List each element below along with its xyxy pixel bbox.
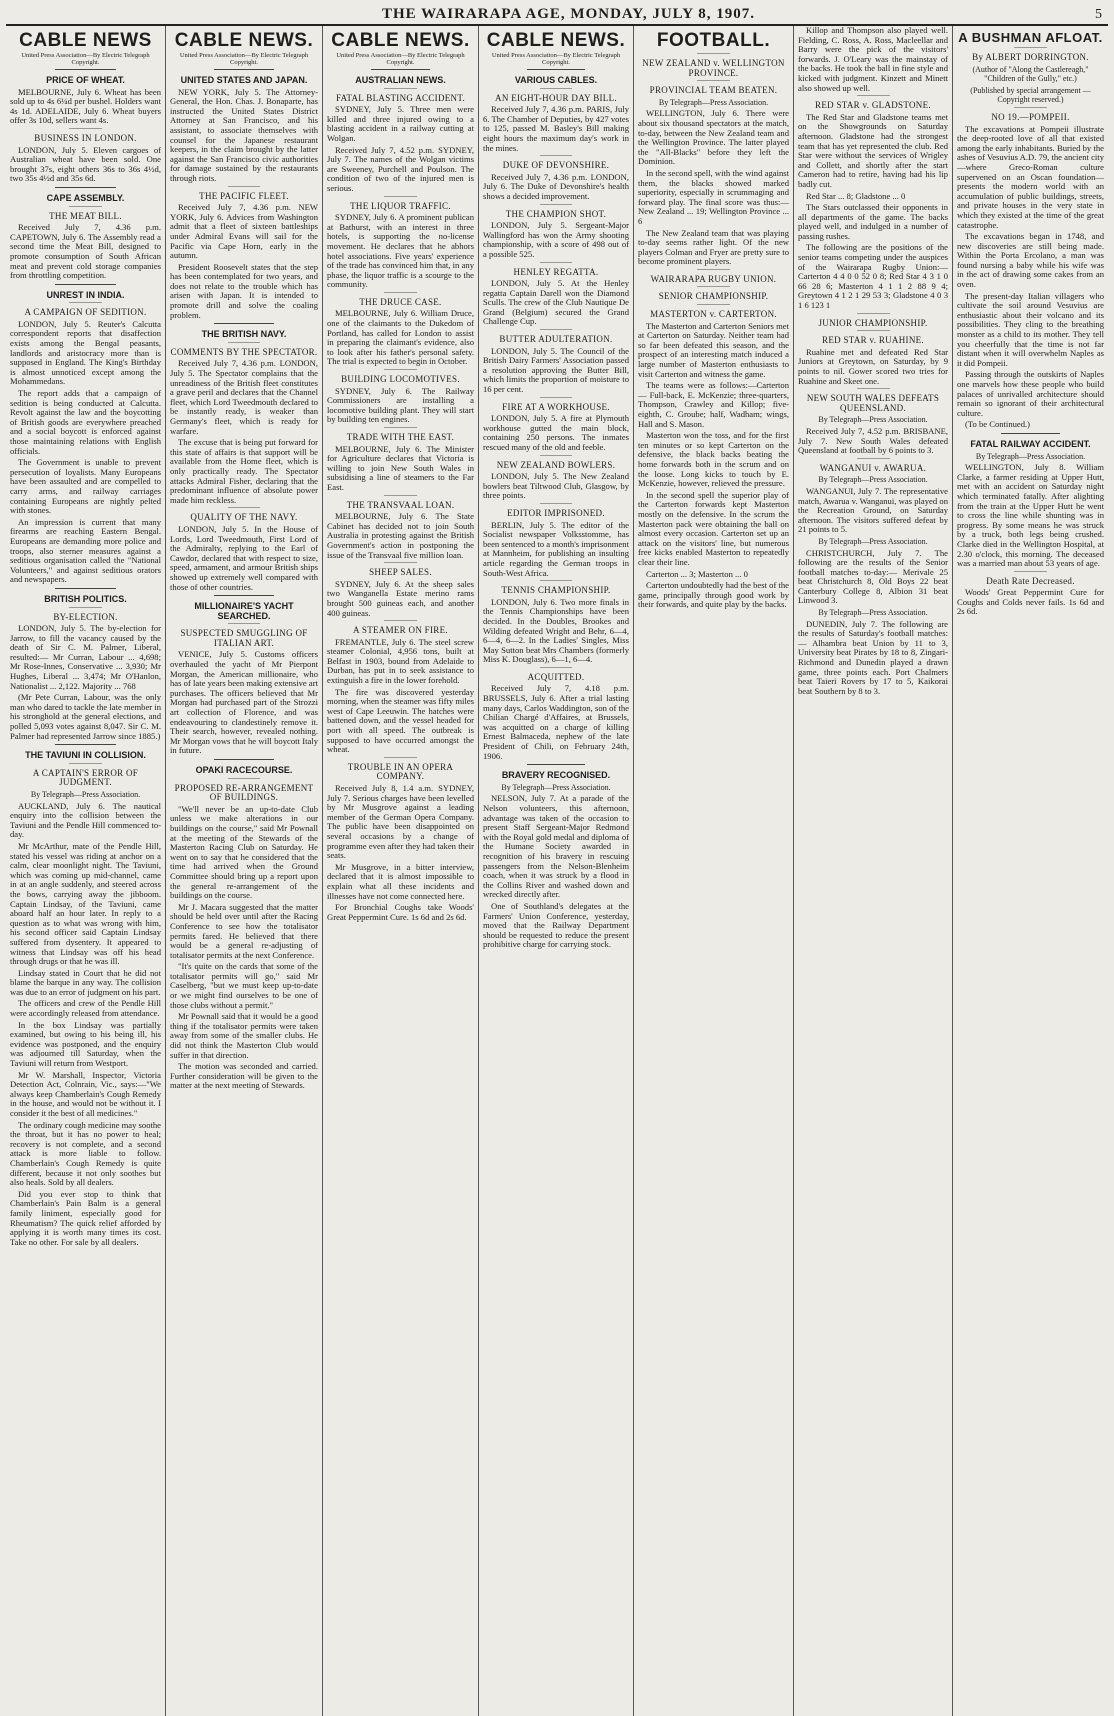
- article-paragraph: LONDON, July 5. At the Henley regatta Captain Darell won the Diamond Sculls. The crew of the Club Nautique De Grand (Belgium) secured the Grand Challenge Cup.: [483, 278, 629, 327]
- story-rule: [697, 269, 730, 270]
- section-rule: [371, 69, 430, 70]
- story-headline: BUTTER ADULTERATION.: [499, 334, 613, 345]
- article-paragraph: Received July 7, 4.36 p.m. PARIS, July 6. The Chamber of Deputies, by 427 votes to 125, passed M. Basley's Bill making eight hours the maximum day's work in the mines.: [483, 104, 629, 153]
- article-paragraph: MELBOURNE, July 6. The Minister for Agriculture declares that Victoria is willing to join New South Wales in subsidising a line of steamers to the Far East.: [327, 443, 474, 492]
- story-headline: A STEAMER ON FIRE.: [353, 625, 448, 636]
- article-paragraph: SYDNEY, July 6. At the sheep sales two Wanganella Estate merino rams brought 500 guineas each, and another 400 guineas.: [327, 578, 474, 618]
- article-paragraph: MELBOURNE, July 6. William Druce, one of the claimants to the Dukedom of Portland, has called for London to assist in preparing the claimant's evidence, also to look after his father's personal safety. The trial is expected to begin in October.: [327, 308, 474, 367]
- story-headline: BY-ELECTION.: [53, 611, 118, 622]
- section-heading: UNREST IN INDIA.: [46, 289, 125, 300]
- article-paragraph: MELBOURNE, July 6. The State Cabinet has decided not to join South Australia in protesting against the British Government's action in postponing the issue of the Transvaal five million loan.: [327, 511, 474, 560]
- article-paragraph: Received July 7, 4.18 p.m. BRUSSELS, July 6. After a trial lasting many days, Carlos Waddington, son of the Chilian Chargé d'Affaires, at Brussels, was acquitted on a charge of killing Ernest Balmaceda, nephew of the late President of Chili, on February 24th, 1906.: [483, 683, 629, 761]
- article-paragraph: Received July 7, 4.36 p.m. NEW YORK, July 6. Advices from Washington admit that a fleet of sixteen battleships under Admiral Evans will sail for the Pacific via Cape Horn, early in the autumn.: [170, 202, 318, 261]
- story-rule: [540, 397, 572, 398]
- article-paragraph: The motion was seconded and carried. Further consideration will be given to the matter at the next meeting of Stewards.: [170, 1061, 318, 1091]
- column-4: [479, 26, 634, 1716]
- article-paragraph: The New Zealand team that was playing to-day seems rather light. Of the new players Colman and Fryer are pretty sure to become prominent players.: [638, 227, 789, 267]
- column-heading: FOOTBALL.: [656, 30, 771, 51]
- article-paragraph: VENICE, July 5. Customs officers overhauled the yacht of Mr Pierpont Morgan, the American millionaire, who has of late years been making extensive art purchases. The officers believed that Mr Morgan had purchased part of the Strozzi art collection of Florence, and was endeavouring to clandestinely remove it. Their search, however, revealed nothing. Mr Morgan vows that he will boycott Italy in future.: [170, 649, 318, 756]
- story-headline: RED STAR v. RUAHINE.: [822, 335, 924, 346]
- story-headline: COMMENTS BY THE SPECTATOR.: [170, 346, 318, 357]
- dateline: By Telegraph—Press Association.: [975, 451, 1086, 461]
- article-paragraph: In the second spell, with the wind against them, the blacks showed marked superiority, especially in scrummaging and forward play. The final score was thus:— New Zealand ... 19; Wellington Province ... 6: [638, 167, 789, 226]
- dateline: By Telegraph—Press Association.: [818, 536, 928, 546]
- article-paragraph: WANGANUI, July 7. The representative match, Awarua v. Wanganui, was played on the Recreation Ground, on Saturday afternoon. The visitors suffered defeat by 21 points to 5.: [798, 485, 948, 535]
- section-rule: [55, 744, 115, 745]
- column-6: [794, 26, 953, 1716]
- story-headline: AN EIGHT-HOUR DAY BILL.: [495, 92, 617, 103]
- story-headline: PROVINCIAL TEAM BEATEN.: [649, 85, 778, 96]
- article-paragraph: NEW YORK, July 5. The Attorney-General, the Hon. Chas. J. Bonaparte, has instructed the United States District Attorney at San Francisco, and his assistant, to associate themselves with counsel for the Japanese restaurant keepers, in the claim brought by the latter against the San Francisco civic authorities for damage sustained by the restaurants through riots.: [170, 86, 318, 183]
- story-headline: EDITOR IMPRISONED.: [507, 507, 605, 518]
- story-rule: [857, 458, 890, 459]
- article-paragraph: FREMANTLE, July 6. The steel screw steamer Colonial, 4,956 tons, built at Belfast in 1903, bound from Adelaide to Durban, has put in to seek assistance to extinguish a fire in the lower forehold.: [327, 636, 474, 686]
- article-paragraph: The following are the positions of the senior teams competing under the auspices of the Wairarapa Rugby Union:— Carterton 4 4 0 0 52 0 8; Red Star 4 3 1 0 66 28 6; Masterton 4 1 1 2 88 9 4; Greytown 4 1 2 1 29 53 3; Gladstone 4 0 3 1 6 123 1: [798, 242, 948, 311]
- article-paragraph: Mr Musgrove, in a bitter interview, declared that it is almost impossible to explain what all these incidents and illnesses have not come connected here.: [327, 861, 474, 901]
- story-rule: [697, 53, 730, 54]
- story-headline: SHEEP SALES.: [369, 567, 432, 578]
- story-rule: [384, 562, 416, 563]
- story-rule: [697, 80, 730, 81]
- masthead-title: THE WAIRARAPA AGE, MONDAY, JULY 8, 1907.: [381, 6, 756, 22]
- section-heading: BRAVERY RECOGNISED.: [501, 770, 611, 781]
- story-headline: ACQUITTED.: [527, 671, 585, 682]
- article-paragraph: "We'll never be an up-to-date Club unless we make alterations in our buildings on the course," said Mr Pownall at the meeting of the Stewards of the Masterton Racing Club on Saturday. He went on to say that he considered that the time had arrived when the Ground Committee should bring up a report upon the general re-arrangement of the buildings on the course.: [170, 803, 318, 901]
- story-headline: NO 19.—POMPEII.: [991, 111, 1070, 122]
- story-rule: [228, 186, 261, 187]
- column-5: [634, 26, 794, 1716]
- story-headline: THE CHAMPION SHOT.: [505, 208, 607, 219]
- article-paragraph: Mr McArthur, mate of the Pendle Hill, stated his vessel was riding at anchor on a calm, clear moonlight night. The Taviuni, which was coming up mid-channel, came in at an angle suddenly, and steered across the bows, carrying away the jibboom. Captain Lindsay, of the Taviuni, came aboard half an hour later. In reply to a question as to what was wrong with him, his second officer said Captain Lindsay suffered from dysentery. It appeared to witness that Lindsay was off his head through drugs or that he was ill.: [10, 840, 161, 967]
- section-heading: BRITISH POLITICS.: [44, 593, 127, 604]
- story-headline: WAIRARAPA RUGBY UNION.: [650, 273, 777, 284]
- story-rule: [228, 623, 261, 624]
- story-headline: Death Rate Decreased.: [986, 575, 1075, 586]
- story-rule: [69, 128, 102, 129]
- story-rule: [1014, 571, 1046, 572]
- article-paragraph: President Roosevelt states that the step has been contemplated for two years, and does not relate to the trouble which has arisen with Japan. It is intended to promote drill and solve the coaling problem.: [170, 261, 318, 320]
- story-headline: THE DRUCE CASE.: [359, 296, 442, 307]
- article-paragraph: Lindsay stated in Court that he did not blame the barque in any way. The collision was due to an error of judgment on his part.: [10, 967, 161, 997]
- story-rule: [540, 155, 572, 156]
- column-2: [166, 26, 323, 1716]
- column-7: [953, 26, 1108, 1716]
- story-rule: [857, 330, 890, 331]
- article-paragraph: Ruahine met and defeated Red Star Juniors at Greytown, on Saturday, by 9 points to nil. Gower scored two tries for Ruahine and Skeet one.: [798, 346, 948, 386]
- article-paragraph: (Mr Pete Curran, Labour, was the only man who dared to tackle the late member in his stronghold at the general elections, and polled 5,093 votes against 8,047. Sir C. M. Palmer had represented Jarrow since 1885.): [10, 692, 161, 741]
- article-paragraph: LONDON, July 5. A fire at Plymouth workhouse gutted the main block, containing 250 persons. The inmates rescued many of the old and feeble.: [483, 413, 629, 452]
- dateline: (Published by special arrangement —Copyright reserved.): [970, 85, 1091, 105]
- story-rule: [697, 304, 730, 305]
- press-credit: United Press Association—By Electric Telegraph Copyright.: [336, 52, 465, 66]
- section-rule: [55, 588, 115, 589]
- article-paragraph: LONDON, July 5. In the House of Lords, Lord Tweedmouth, First Lord of the Admiralty, replying to the Earl of Cawdor, declared that with respect to size, speed, armament, and armour British ships showed up extremely well compared with those of other countries.: [170, 523, 318, 592]
- article-paragraph: The teams were as follows:—Carterton— Full-back, E. McKenzie; three-quarters, Thompson, Crawley and Killop; five-eighth, C. Groube; half, Wadham; wings, Hall and S. Mason.: [638, 380, 789, 429]
- section-rule: [214, 759, 273, 760]
- article-paragraph: Woods' Great Peppermint Cure for Coughs and Colds never fails. 1s 6d and 2s 6d.: [957, 587, 1104, 617]
- article-paragraph: In the box Lindsay was partially examined, but owing to his being ill, his evidence was postponed, and the enquiry was adjourned till Saturday, when the Taviuni will return from Westport.: [10, 1019, 161, 1069]
- story-rule: [540, 667, 572, 668]
- article-paragraph: DUNEDIN, July 7. The following are the results of Saturday's football matches:— Alhambra beat Union by 11 to 3, University beat Pirates by 18 to 8, Zingari-Richmond and Dunedin played a drawn game, three points each. Port Chalmers beat Taieri Rovers by 17 to 5, Kaikorai beat Southern by 8 to 3.: [798, 618, 948, 696]
- story-rule: [540, 204, 572, 205]
- article-paragraph: AUCKLAND, July 6. The nautical enquiry into the collision between the Taviuni and the Pendle Hill commenced to-day.: [10, 800, 161, 840]
- section-rule: [214, 323, 273, 324]
- article-paragraph: The fire was discovered yesterday morning, when the steamer was fifty miles west of Cape Leeuwin. The hatches were battened down, and the vessel headed for port with all speed. The outbreak is supposed to have occurred amongst the wheat.: [327, 686, 474, 755]
- article-paragraph: Received July 7, 4.36 p.m. CAPETOWN, July 6. The Assembly read a second time the Meat Bill, designed to promote consumption of South African meat and prevent cold storage companies from throttling competition.: [10, 222, 161, 281]
- article-paragraph: The Masterton and Carterton Seniors met at Carterton on Saturday. Neither team had so far been defeated this season, and the prospect of an interesting match induced a large number of Masterton enthusiasts to visit Carterton and witness the game.: [638, 320, 789, 379]
- section-rule: [1001, 433, 1060, 434]
- article-paragraph: The officers and crew of the Pendle Hill were accordingly released from attendance.: [10, 998, 161, 1019]
- story-rule: [384, 495, 416, 496]
- press-credit: United Press Association—By Electric Telegraph Copyright.: [21, 52, 150, 66]
- story-rule: [697, 286, 730, 287]
- story-rule: [540, 88, 572, 89]
- column-heading: CABLE NEWS: [19, 30, 152, 51]
- section-heading: THE BRITISH NAVY.: [201, 329, 287, 340]
- dateline: By Telegraph—Press Association.: [30, 790, 141, 799]
- article-paragraph: LONDON, July 5. The by-election for Jarrow, to fill the vacancy caused by the death of Sir C. M. Palmer, Liberal, resulted:— Mr Curran, Labour ... 4,698; Mr Rose-Innes, Conservative ... 3,930; Mr Hughes, Liberal ... 3,474; Mr O'Hanlon, Nationalist ... 2,122. Majority ... 768: [10, 623, 161, 691]
- article-paragraph: SYDNEY, July 5. Three men were killed and three injured owing to a blasting accident in a railway cutting at Wolgan.: [327, 104, 474, 143]
- story-rule: [540, 262, 572, 263]
- section-rule: [55, 187, 115, 188]
- dateline: (Author of "Along the Castlereagh," "Children of the Gully," etc.): [972, 64, 1089, 84]
- press-credit: United Press Association—By Electric Telegraph Copyright.: [491, 52, 621, 66]
- story-headline: NEW SOUTH WALES DEFEATS QUEENSLAND.: [806, 393, 940, 413]
- article-paragraph: Carterton undoubtedly had the best of the game, principally through good work by their forwards, and quite play by the backs.: [638, 580, 789, 610]
- article-paragraph: The present-day Italian villagers who cultivate the soil around Vesuvius are enthusiastic about their volcano and its possibilities. They cling to the breathing monster as a child to its mother. They tell you cheerfully that the time is not far distant when it will overwhelm Naples as it did Pompeii.: [957, 290, 1104, 368]
- article-paragraph: The report adds that a campaign of sedition is being conducted at Calcutta. Revolt against the law and the boycotting of British goods are everywhere preached and a social boycott is enforced against those maintaining relations with English officials.: [10, 388, 161, 456]
- story-rule: [384, 427, 416, 428]
- article-paragraph: LONDON, July 5. Sergeant-Major Wallingford has won the Army shooting championship, with a score of 498 out of a possible 525.: [483, 220, 629, 259]
- story-headline: QUALITY OF THE NAVY.: [190, 512, 298, 523]
- article-paragraph: Mr W. Marshall, Inspector, Victoria Detection Act, Colnrain, Vic., says:—"We always keep Chamberlain's Cough Remedy in the house, and would not be without it. I consider it the best of all medicines.": [10, 1069, 161, 1118]
- article-paragraph: Mr J. Macara suggested that the matter should be held over until after the Racing Conference to see how the totalisator permits fared. He believed that there would be a general re-adjusting of totalisator permits at the next Conference.: [170, 901, 318, 960]
- section-rule: [214, 595, 273, 596]
- story-headline: TRADE WITH THE EAST.: [346, 432, 455, 442]
- story-headline: NEW ZEALAND BOWLERS.: [496, 459, 616, 470]
- section-heading: OPAKI RACECOURSE.: [195, 765, 293, 775]
- article-paragraph: Mr Pownall said that it would be a good thing if the totalisator permits were taken away from some of the smaller clubs. He did not think the Masterton Club would suffer in that direction.: [170, 1011, 318, 1060]
- article-paragraph: An impression is current that many firearms are reaching Eastern Bengal. Europeans are demanding more police and troops, also sterner measures against a seditious organisation called the "National Volunteers," and against seditious orators and newspapers.: [10, 516, 161, 585]
- story-rule: [384, 757, 416, 758]
- story-rule: [1014, 107, 1046, 108]
- section-heading: CAPE ASSEMBLY.: [46, 192, 125, 203]
- article-paragraph: Killop and Thompson also played well. Fielding, C. Ross, A. Ross, Macleellar and Barry were the pick of the visitors' forwards. J. O'Leary was the mainstay of the backs. He took the ball in fine style and kicked with judgment. Kinzett and Minett also showed up well.: [798, 26, 948, 93]
- article-paragraph: One of Southland's delegates at the Farmers' Union Conference, yesterday, moved that the Railway Department should be requested to reduce the present prohibitive charge for carrying stock.: [483, 900, 629, 950]
- section-heading: PRICE OF WHEAT.: [46, 75, 125, 85]
- column-heading: CABLE NEWS.: [486, 30, 626, 51]
- story-headline: SENIOR CHAMPIONSHIP.: [658, 291, 769, 302]
- article-paragraph: SYDNEY, July 6. The Railway Commissioners are installing a locomotive building plant. They will start by building ten engines.: [327, 385, 474, 425]
- press-credit: United Press Association—By Electric Telegraph Copyright.: [179, 52, 309, 66]
- dateline: By Telegraph—Press Association.: [658, 97, 769, 107]
- article-paragraph: BERLIN, July 5. The editor of the Socialist newspaper Volksstomme, has been sentenced to a month's imprisonment at Mannheim, for publishing an insulting article regarding the German troops in South-West Africa.: [483, 519, 629, 578]
- story-headline: A CAPTAIN'S ERROR OF JUDGMENT.: [32, 767, 139, 788]
- story-headline: JUNIOR CHAMPIONSHIP.: [818, 317, 928, 328]
- section-heading: AUSTRALIAN NEWS.: [355, 75, 446, 85]
- story-headline: A CAMPAIGN OF SEDITION.: [24, 307, 147, 318]
- story-headline: BUILDING LOCOMOTIVES.: [341, 374, 460, 385]
- column-heading: CABLE NEWS.: [174, 30, 314, 51]
- story-headline: THE PACIFIC FLEET.: [199, 190, 289, 201]
- article-paragraph: Received July 7, 4.52 p.m. SYDNEY, July 7. The names of the Wolgan victims are Sweeney, Purchell and Poulson. The condition of two of the injured men is serious.: [327, 144, 474, 193]
- story-headline: RED STAR v. GLADSTONE.: [815, 100, 931, 111]
- story-rule: [69, 302, 102, 303]
- dateline: By Telegraph—Press Association.: [818, 608, 928, 618]
- story-headline: THE LIQUOR TRAFFIC.: [350, 200, 451, 211]
- column-3: [323, 26, 479, 1716]
- story-rule: [857, 388, 890, 389]
- story-headline: DUKE OF DEVONSHIRE.: [502, 160, 610, 171]
- story-headline: TENNIS CHAMPIONSHIP.: [501, 585, 611, 596]
- section-rule: [527, 764, 585, 765]
- column-heading: CABLE NEWS.: [331, 30, 470, 51]
- article-paragraph: Received July 7, 4.36 p.m. LONDON, July 5. The Spectator complains that the unreadiness of the British fleet constitutes a grave peril and declares that the Channel fleet, which Lord Tweedmouth declared to be instantly ready, is weaker than Germany's fleet, which is ready for warfare.: [170, 358, 318, 436]
- story-headline: TROUBLE IN AN OPERA COMPANY.: [347, 761, 454, 782]
- section-heading: VARIOUS CABLES.: [514, 75, 598, 85]
- article-paragraph: In the second spell the superior play of the Carterton forwards kept Masterton mostly on the defensive. In the scrum the Masterton pack were obtaining the ball on almost every occasion. Carterton set up an attack on the visitors' line, but numerous free kicks enabled Masterton to repeatedly clear their line.: [638, 489, 789, 567]
- story-headline: NEW ZEALAND v. WELLINGTON PROVINCE.: [642, 58, 785, 78]
- story-headline: WANGANUI v. AWARUA.: [819, 462, 927, 473]
- article-paragraph: Masterton won the toss, and for the first ten minutes or so kept Carterton on the defensive, the black backs beating the home forwards both in the scrum and on the loose. Long kicks to touch by E. McKenzie, however, relieved the pressure.: [638, 430, 789, 489]
- article-paragraph: The ordinary cough medicine may soothe the throat, but it has no power to heal; recovery is not complete, and a second attack is more liable to follow. Chamberlain's Cough Remedy is quite different, because it not only soothes but also heals. Sold by all dealers.: [10, 1119, 161, 1188]
- article-paragraph: Received July 7, 4.36 p.m. LONDON, July 6. The Duke of Devonshire's health shows a decided improvement.: [483, 171, 629, 201]
- article-paragraph: MELBOURNE, July 6. Wheat has been sold up to 4s 6¼d per bushel. Holders want 4s 1d. ADELAIDE, July 6. Wheat buyers offer 3s 10d, sellers want 4s.: [10, 86, 161, 126]
- article-paragraph: The excavations at Pompeii illustrate the deep-rooted love of all that existed among the early inhabitants. Buried by the ashes of Vesuvius A.D. 79, the ancient city—where Greco-Roman culture supervened on an Oscan foundation—presents the modern world with an accumulation of public buildings, streets, and private houses in the very state in which they existed at the time of the great catastrophe.: [957, 123, 1104, 230]
- article-paragraph: LONDON, July 5. Reuter's Calcutta correspondent reports that disaffection exists among the Bengal peasants, landlords and aristocracy more than is supposed in England. The King's Birthday is almost unnoticed except among the Mohammedans.: [10, 318, 161, 387]
- columns-container: [6, 26, 1108, 1716]
- story-rule: [69, 763, 102, 764]
- article-paragraph: Received July 7, 4.52 p.m. BRISBANE, July 7. New South Wales defeated Queensland at football by 6 points to 3.: [798, 425, 948, 456]
- story-rule: [540, 329, 572, 330]
- story-headline: SUSPECTED SMUGGLING OF ITALIAN ART.: [180, 628, 308, 648]
- story-headline: FATAL BLASTING ACCIDENT.: [335, 92, 466, 103]
- section-rule: [214, 69, 273, 70]
- page-number: 5: [1095, 7, 1102, 22]
- article-paragraph: CHRISTCHURCH, July 7. The following are the results of the Senior football matches to-day:— Merivale 25 beat Christchurch 8, Old Boys 22 beat Canterbury College 8, Albion 31 beat Linwood 3.: [798, 547, 948, 606]
- article-paragraph: The excuse that is being put forward for this state of affairs is that support will be available from the Home fleet, which is only practically ready. The Spectator attacks Admiral Fisher, declaring that the predominant influence of absolute power made him reckless.: [170, 437, 318, 505]
- article-paragraph: LONDON, July 6. Two more finals in the Tennis Championships have been decided. In the Doubles, Brookes and Wilding defeated Wright and Behr, 6—4, 6—4, 6—2. In the Ladies' Singles, Miss May Sutton beat Mrs Chambers (formerly Miss K. Douglass), 6—1, 6—4.: [483, 596, 629, 665]
- story-headline: By ALBERT DORRINGTON.: [972, 52, 1089, 62]
- article-paragraph: "It's quite on the cards that some of the totalisator permits will go," said Mr Caselberg, "but we must keep up-to-date or we might find ourselves to be one of those clubs without a permit.": [170, 961, 318, 1010]
- article-paragraph: The Government is unable to prevent persecution of loyalists. Many Europeans have been assaulted and are compelled to carry arms, and railway carriages containing Europeans are nightly pelted with stones.: [10, 457, 161, 516]
- story-rule: [540, 580, 572, 581]
- article-paragraph: The Stars outclassed their opponents in all departments of the game. The backs played well, and indulged in a number of passing rushes.: [798, 202, 948, 241]
- section-rule: [527, 69, 585, 70]
- article-paragraph: Received July 8, 1.4 a.m. SYDNEY, July 7. Serious charges have been levelled by Mr Musgrove against a leading member of the German Opera Company. The public have been disappointed on several occasions by a change of programme even after they had taken their seats.: [327, 783, 474, 861]
- story-rule: [384, 88, 416, 89]
- article-paragraph: Passing through the outskirts of Naples one marvels how these people who build palaces of unrivalled architecture should remain so ignorant of their architectural culture.: [957, 369, 1104, 418]
- dateline: By Telegraph—Press Association.: [501, 782, 611, 792]
- article-paragraph: NELSON, July 7. At a parade of the Nelson volunteers, this afternoon, advantage was taken of the occasion to present Staff Sergeant-Major Redmond with the Royal gold medal and diploma of the Humane Society awarded in recognition of his bravery in rescuing passengers from the Nelson-Blenheim coach, when it was struck by a flood in the Collins River and washed down and wrecked directly after.: [483, 793, 629, 900]
- article-paragraph: WELLINGTON, July 6. There were about six thousand spectators at the match, to-day, between the New Zealand team and the Wellington Province. The latter played the "All-Blacks" before they left the Dominion.: [638, 108, 789, 167]
- story-headline: THE TRANSVAAL LOAN.: [346, 499, 455, 510]
- story-rule: [1014, 47, 1046, 48]
- story-headline: THE MEAT BILL.: [49, 210, 122, 221]
- section-rule: [55, 284, 115, 285]
- section-rule: [55, 69, 115, 70]
- article-paragraph: LONDON, July 5. The Council of the British Dairy Farmers' Association passed a resolution approving the Butter Bill, which limits the proportion of moisture to 16 per cent.: [483, 345, 629, 395]
- story-rule: [857, 313, 890, 314]
- article-paragraph: WELLINGTON, July 8. William Clarke, a farmer residing at Upper Hutt, met with an accident on Saturday night which terminated fatally. After alighting from the train at the Upper Hutt he went to cross the line while shunting was in progress. By some means he was struck by a truck, both legs being crushed. Clarke died in the Wellington Hospital, at 2.30 o'clock, this morning. The deceased was a married man about 53 years of age.: [957, 462, 1104, 569]
- column-heading: A BUSHMAN AFLOAT.: [958, 30, 1103, 45]
- section-heading: THE TAVIUNI IN COLLISION.: [25, 750, 146, 761]
- masthead: [6, 4, 1108, 26]
- article-paragraph: SYDNEY, July 6. A prominent publican at Bathurst, with an interest in three hotels, is supporting the no-license movement. He declares that he abhors hotel associations. Five years' experience of the trade has convinced him that, in any phase, the liquor traffic is a scourge to the community.: [327, 212, 474, 290]
- story-headline: PROPOSED RE-ARRANGEMENT OF BUILDINGS.: [174, 782, 314, 803]
- story-rule: [228, 778, 261, 779]
- column-1: [6, 26, 166, 1716]
- article-paragraph: Did you ever stop to think that Chamberlain's Pain Balm is a general family liniment, especially good for Rheumatism? The quick relief afforded by applying it is worth many times its cost. Take no other. For sale by all dealers.: [10, 1188, 161, 1247]
- story-rule: [384, 292, 416, 293]
- article-paragraph: Carterton ... 3; Masterton ... 0: [646, 568, 748, 579]
- story-rule: [69, 206, 102, 207]
- article-paragraph: The excavations began in 1748, and new discoveries are still being made. Within the Porta Ercolano, a man was found nursing a baby while his wife was in the act of drawing some cakes from an oven.: [957, 231, 1104, 290]
- section-heading: UNITED STATES AND JAPAN.: [180, 75, 308, 85]
- story-headline: HENLEY REGATTA.: [513, 266, 599, 277]
- story-rule: [228, 342, 261, 343]
- story-rule: [384, 196, 416, 197]
- story-headline: MASTERTON v. CARTERTON.: [650, 309, 777, 320]
- section-heading: FATAL RAILWAY ACCIDENT.: [970, 438, 1091, 449]
- dateline: By Telegraph—Press Association.: [818, 415, 928, 425]
- story-rule: [228, 507, 261, 508]
- article-paragraph: LONDON, July 5. Eleven cargoes of Australian wheat have been sold. One brought 37s, eight others 36s to 36s 4½d, two 35s 4½d and 35s 6d.: [10, 144, 161, 184]
- story-headline: BUSINESS IN LONDON.: [34, 132, 137, 143]
- section-heading: MILLIONAIRE'S YACHT SEARCHED.: [194, 601, 294, 621]
- story-rule: [540, 455, 572, 456]
- story-rule: [540, 503, 572, 504]
- story-rule: [857, 95, 890, 96]
- story-headline: FIRE AT A WORKHOUSE.: [502, 401, 610, 412]
- article-paragraph: LONDON, July 5. The New Zealand bowlers beat Tiltwood Club, Glasgow, by three points.: [483, 471, 629, 501]
- article-paragraph: The Red Star and Gladstone teams met on the Showgrounds on Saturday afternoon. Gladstone had the strongest team that has yet represented the club. Red Star were without the services of Wrigley and Collett, and shortly after the start Cameron had to retire, having had his lip badly cut.: [798, 111, 948, 189]
- story-rule: [384, 369, 416, 370]
- dateline: By Telegraph—Press Association.: [818, 475, 928, 485]
- story-rule: [384, 620, 416, 621]
- article-paragraph: (To be Continued.): [965, 419, 1031, 430]
- story-rule: [69, 607, 102, 608]
- article-paragraph: Red Star ... 8; Gladstone ... 0: [806, 190, 906, 201]
- article-paragraph: For Bronchial Coughs take Woods' Great Peppermint Cure. 1s 6d and 2s 6d.: [327, 902, 474, 922]
